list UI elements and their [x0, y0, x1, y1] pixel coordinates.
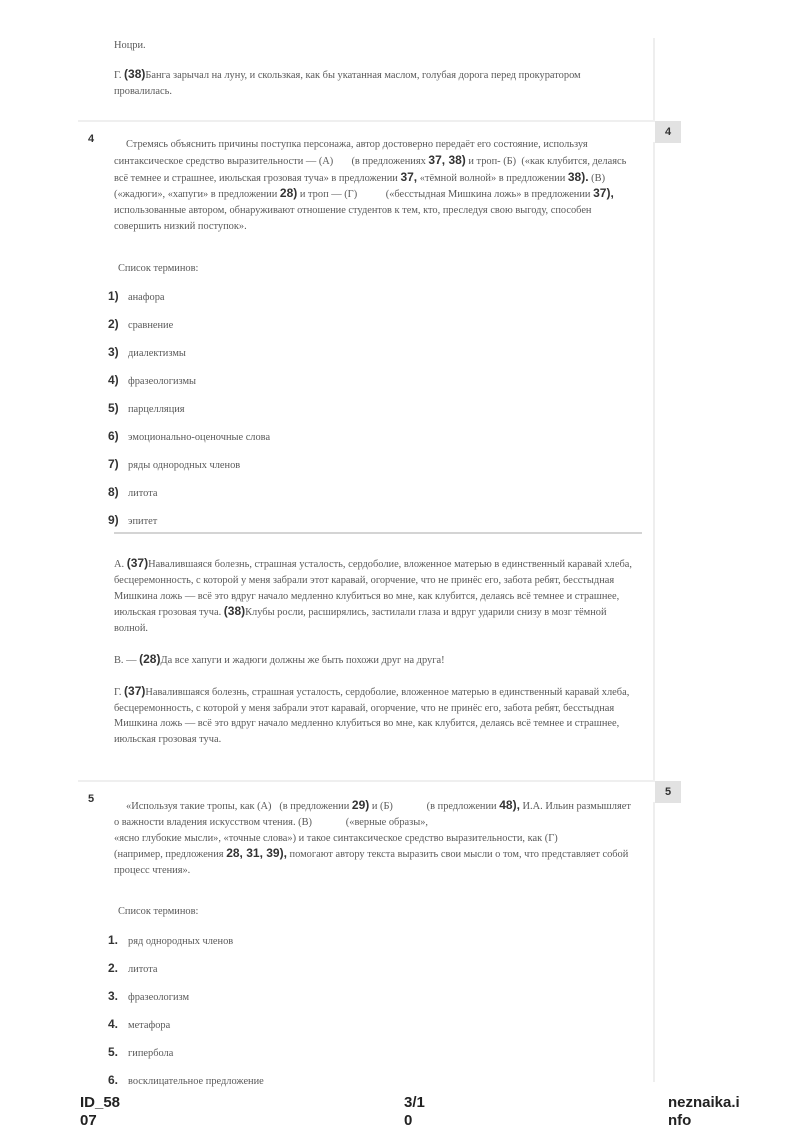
term-item: 7) ряды однородных членов [108, 457, 241, 471]
term-item: 6) эмоционально-оценочные слова [108, 429, 271, 443]
term-item: 1) анафора [108, 289, 165, 303]
term-item: 3) диалектизмы [108, 345, 186, 359]
right-column-border [653, 38, 655, 120]
term-item: 4. метафора [108, 1017, 171, 1031]
answer-g: Г. (37)Навалившаяся болезнь, страшная усталость, сердоболие, вложенное матерью в единственный каравай хлеба, бесцеремонность, с которой у меня забрали этот каравай, огорчение, что не принёс его, забота ребят, бесстыдная Мишкина ложь — всё это вдруг начало медленно клубиться во мне, как клубится, делаясь всё темнее и страшнее, июльская грозовая туча. [114, 683, 630, 746]
previous-answer-g: Г. (38)Банга зарычал на луну, и скользкая, как бы укатанная маслом, голубая дорога перед прокуратором провалилась. [114, 66, 581, 97]
right-column-border [653, 142, 655, 782]
task-number-4: 4 [88, 133, 95, 145]
term-item: 1. ряд однородных членов [108, 933, 234, 947]
section-separator [78, 780, 655, 782]
footer-document-id: ID_58 07 [80, 1094, 121, 1129]
task4-answers [114, 556, 634, 748]
task-number-5: 5 [88, 793, 95, 805]
task-badge-4: 4 [655, 121, 681, 143]
right-column-border [653, 802, 655, 1082]
task5-terms-title: Список терминов: [118, 906, 199, 917]
answer-v: В. — (28)Да все хапуги и жадюги должны же быть похожи друг на друга! [114, 651, 445, 666]
previous-tail-text: Ноцри. [114, 40, 146, 51]
footer-site-link[interactable]: neznaika.i nfo [668, 1094, 740, 1129]
term-item: 8) литота [108, 485, 158, 499]
term-item: 2) сравнение [108, 317, 174, 331]
term-item: 6. восклицательное предложение [108, 1073, 264, 1087]
term-item: 5) парцелляция [108, 401, 185, 415]
term-item: 4) фразеологизмы [108, 373, 197, 387]
section-separator [78, 120, 655, 122]
task-badge-5: 5 [655, 781, 681, 803]
term-item: 3. фразеологизм [108, 989, 190, 1003]
term-item: 9) эпитет [108, 513, 158, 527]
answers-divider [114, 532, 642, 534]
task4-terms-title: Список терминов: [118, 263, 199, 274]
term-item: 5. гипербола [108, 1045, 174, 1059]
task4-prompt: Стремясь объяснить причины поступка персонажа, автор достоверно передаёт его состояние, используя синтаксическое средство выразительности — (А) (в предложениях 37, 38) и троп- (Б) («как клубится, делаясь всё темнее и страшнее, июльская грозовая туча» в предложении 37, «тёмной волной» в предложении 38). (В) («жадюги», «хапуги» в предложении 28) и троп — (Г) («бесстыдная Мишкина ложь» в предложении 37), использованные автором, обнаруживают отношение студентов к тем, кто, преследуя свою выгоду, способен совершить низкий поступок». [114, 139, 627, 232]
task5-prompt: «Используя такие тропы, как (А) (в предложении 29) и (Б) (в предложении 48), И.А. Ильин размышляет о важности владения искусством чтения. (В) («верные образы», «ясно глубокие мысли», «точные слова») и такое синтаксическое средство выразительности, как (Г) (например, предложения 28, 31, 39), помогают автору текста выразить свои мысли о том, что представляет собой процесс чтения». [114, 798, 631, 877]
term-item: 2. литота [108, 961, 158, 975]
answer-a: А. (37)Навалившаяся болезнь, страшная усталость, сердоболие, вложенное матерью в единственный каравай хлеба, бесцеремонность, с которой у меня забрали этот каравай, огорчение, что не принёс его, забота ребят, бесстыдная Мишкина ложь — всё это вдруг начало медленно клубиться во мне, как клубится, делаясь всё темнее и страшнее, июльская грозовая туча. (38)Клубы росли, расширялись, застилали глаза и вдруг ударили снизу в мозг тёмной волной. [114, 556, 632, 635]
footer-page-number: 3/1 0 [404, 1094, 425, 1129]
previous-answer-block [114, 38, 634, 99]
